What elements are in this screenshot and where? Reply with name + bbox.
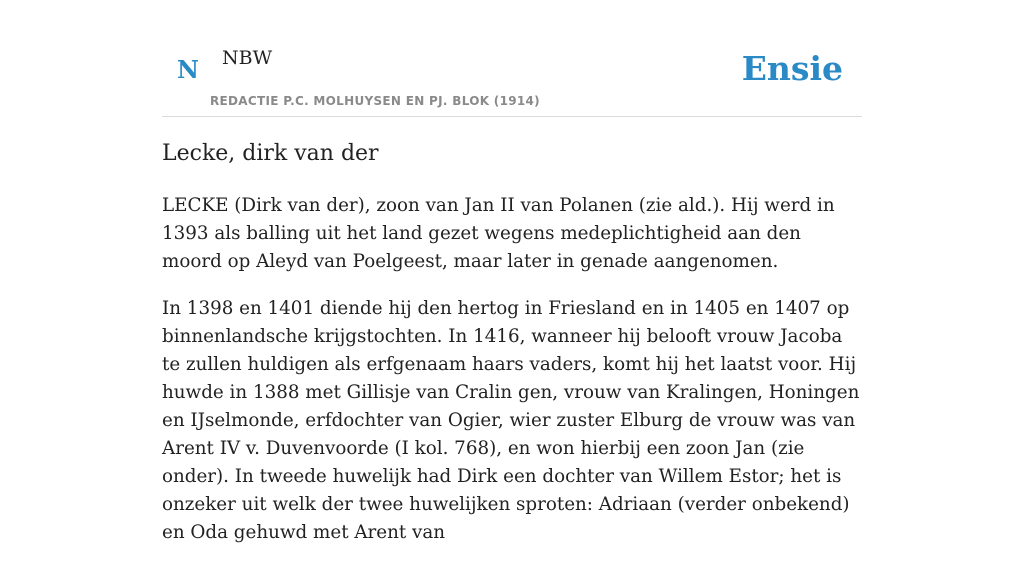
article-paragraph: LECKE (Dirk van der), zoon van Jan II van Polanen (zie ald.). Hij werd in 1393 als balling uit het land gezet wegens medeplichtigheid aan den moord op Aleyd van Poelgeest, maar later in genade aangenomen. bbox=[162, 195, 835, 272]
article-title: Lecke, dirk van der bbox=[162, 141, 379, 166]
article-paragraph: In 1398 en 1401 diende hij den hertog in Friesland en in 1405 en 1407 op binnenlandsche krijgstochten. In 1416, wanneer hij belooft vrouw Jacoba te zullen huldigen als erfgenaam haars vaders, komt hij het laatst voor. Hij huwde in 1388 met Gillisje van Cralin gen, vrouw van Kralingen, Honingen en IJselmonde, erfdochter van Ogier, wier zuster Elburg de vrouw was van Arent IV v. Duvenvoorde (I kol. 768), en won hierbij een zoon Jan (zie onder). In tweede huwelijk had Dirk een dochter van Willem Estor; het is onzeker uit welk der twee huwelijken sproten: Adriaan (verder onbekend) en Oda gehuwd met Arent van bbox=[162, 298, 860, 543]
publication-logo-mark[interactable]: N bbox=[177, 55, 199, 84]
publication-editors-subtitle: REDACTIE P.C. MOLHUYSEN EN PJ. BLOK (1914) bbox=[210, 94, 540, 108]
site-logo-link[interactable]: Ensie bbox=[741, 49, 843, 88]
article bbox=[162, 136, 862, 566]
page-header bbox=[162, 0, 862, 117]
publication-series-name[interactable]: NBW bbox=[222, 47, 273, 69]
